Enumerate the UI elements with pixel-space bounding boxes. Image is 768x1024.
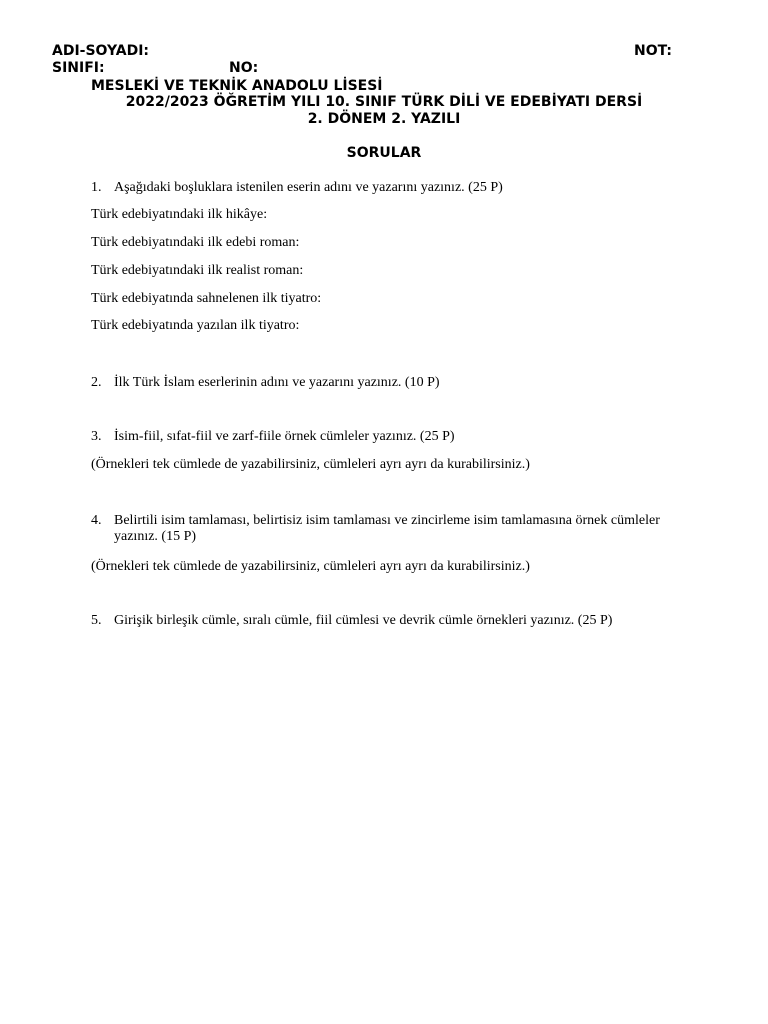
exam-title: 2022/2023 ÖĞRETİM YILI 10. SINIF TÜRK DİLİ VE EDEBİYATI DERSİ: [125, 94, 643, 110]
grade-label: NOT:: [634, 43, 673, 59]
question-number: 3.: [91, 429, 102, 444]
answer-prompt: Türk edebiyatındaki ilk hikâye:: [91, 207, 268, 222]
answer-prompt: Türk edebiyatında yazılan ilk tiyatro:: [91, 318, 300, 333]
question-text: Girişik birleşik cümle, sıralı cümle, fiil cümlesi ve devrik cümle örnekleri yazınız. (25 P): [114, 613, 613, 628]
class-label: SINIFI:: [52, 60, 105, 76]
question-note: (Örnekleri tek cümlede de yazabilirsiniz, cümleleri ayrı ayrı da kurabilirsiniz.): [91, 457, 530, 472]
question-number: 4.: [91, 513, 102, 528]
answer-prompt: Türk edebiyatındaki ilk realist roman:: [91, 263, 304, 278]
school-name: MESLEKİ VE TEKNİK ANADOLU LİSESİ: [91, 78, 383, 94]
question-text: İsim-fiil, sıfat-fiil ve zarf-fiile örnek cümleler yazınız. (25 P): [114, 429, 455, 444]
name-label: ADI-SOYADI:: [52, 43, 150, 59]
answer-prompt: Türk edebiyatındaki ilk edebi roman:: [91, 235, 300, 250]
answer-prompt: Türk edebiyatında sahnelenen ilk tiyatro:: [91, 291, 322, 306]
question-note: (Örnekleri tek cümlede de yazabilirsiniz, cümleleri ayrı ayrı da kurabilirsiniz.): [91, 559, 530, 574]
question-number: 5.: [91, 613, 102, 628]
question-number: 2.: [91, 375, 102, 390]
number-label: NO:: [229, 60, 259, 76]
exam-term: 2. DÖNEM 2. YAZILI: [307, 111, 461, 127]
section-title: SORULAR: [346, 145, 422, 161]
question-text: Aşağıdaki boşluklara istenilen eserin adını ve yazarını yazınız. (25 P): [114, 180, 503, 195]
question-text: Belirtili isim tamlaması, belirtisiz isim tamlaması ve zincirleme isim tamlamasına örnek cümleler yazınız. (15 P): [114, 513, 660, 544]
question-number: 1.: [91, 180, 102, 195]
question-text: İlk Türk İslam eserlerinin adını ve yazarını yazınız. (10 P): [114, 375, 440, 390]
